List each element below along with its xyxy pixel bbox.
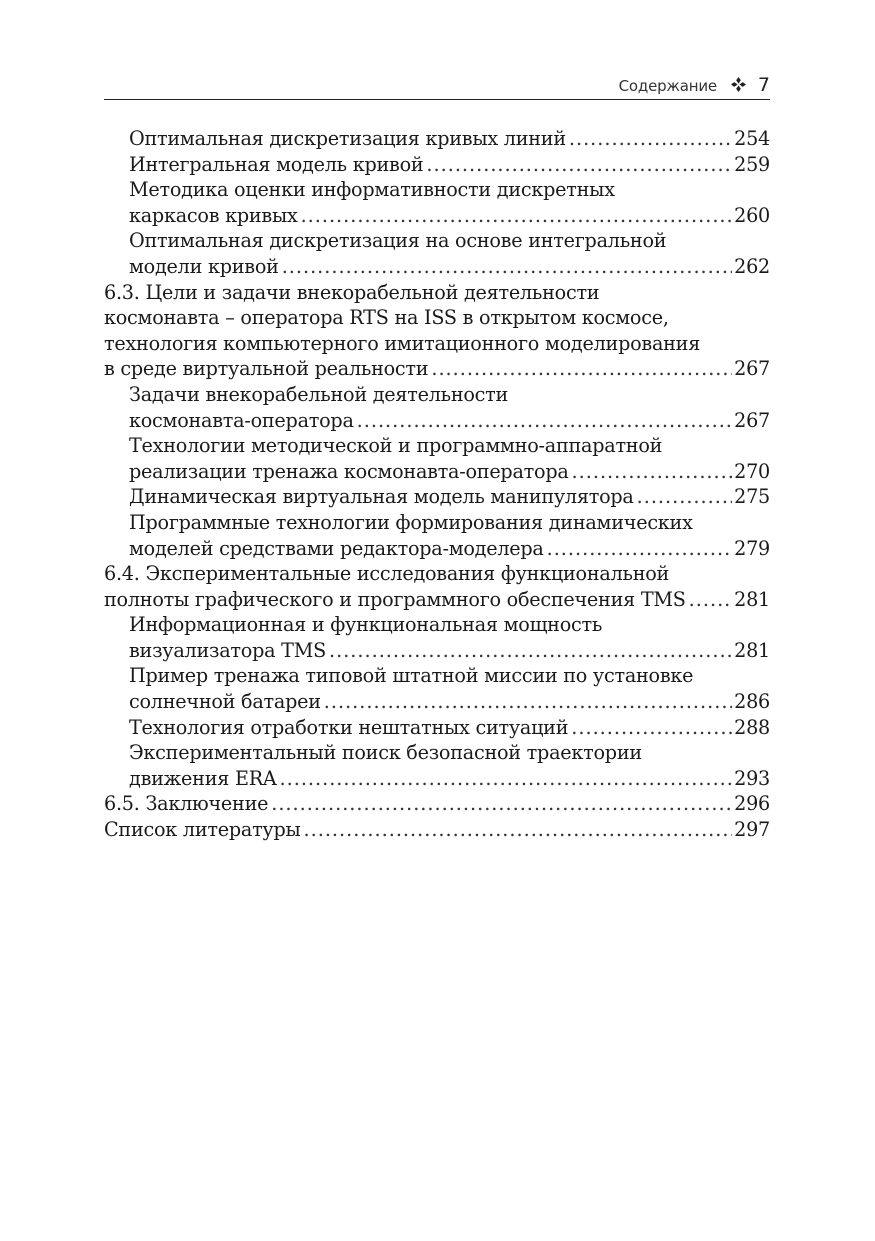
toc-page-number: 259: [734, 152, 770, 176]
toc-entry[interactable]: [104, 740, 770, 791]
toc-page-number: 293: [734, 766, 770, 790]
toc-entry-text: Оптимальная дискретизация кривых линий: [129, 127, 566, 150]
toc-entry-line: [104, 791, 770, 817]
dot-leader: [324, 689, 732, 715]
dot-leader: [329, 638, 732, 664]
four-diamond-ornament-icon: [731, 77, 746, 92]
toc-entry-text: реализации тренажа космонавта-оператора: [129, 459, 569, 483]
toc-entry[interactable]: [104, 433, 770, 484]
toc-entry[interactable]: [104, 612, 770, 663]
toc-entry-text: космонавта-оператора: [129, 408, 354, 432]
toc-entry[interactable]: [104, 280, 770, 382]
toc-entry-line: [104, 561, 770, 587]
dot-leader: [271, 791, 732, 817]
toc-entry-line: [104, 331, 770, 357]
running-header-title: Содержание: [618, 77, 717, 95]
table-of-contents: [104, 126, 770, 843]
dot-leader: [569, 126, 732, 152]
toc-entry-line: [104, 152, 770, 178]
toc-entry-line: [104, 408, 770, 434]
toc-entry-line: [104, 587, 770, 613]
toc-page-number: 260: [734, 203, 770, 227]
toc-entry-text: в среде виртуальной реальности: [104, 357, 429, 381]
toc-entry[interactable]: [104, 484, 770, 510]
toc-entry-text: Программные технологии формирования динамических: [129, 510, 693, 534]
dot-leader: [282, 254, 732, 280]
running-header: [104, 70, 770, 100]
toc-entry[interactable]: [104, 715, 770, 741]
toc-entry-text: Список литературы: [104, 818, 301, 842]
toc-entry-text: движения ERA: [129, 766, 277, 790]
toc-entry-line: [104, 382, 770, 408]
toc-entry-line: [104, 510, 770, 536]
toc-entry-line: [104, 817, 770, 843]
toc-page-number: 279: [734, 536, 770, 560]
toc-entry-text: визуализатора TMS: [129, 638, 326, 662]
toc-page-number: 296: [734, 792, 770, 816]
toc-entry-line: [104, 228, 770, 254]
toc-entry[interactable]: [104, 817, 770, 843]
toc-entry-line: [104, 433, 770, 459]
toc-entry[interactable]: [104, 152, 770, 178]
toc-entry-line: [104, 484, 770, 510]
toc-page-number: 288: [734, 715, 770, 739]
toc-page-number: 286: [734, 690, 770, 714]
toc-entry-text: Технологии методической и программно-аппаратной: [129, 434, 663, 458]
dot-leader: [301, 203, 733, 229]
toc-entry-line: [104, 663, 770, 689]
toc-entry[interactable]: [104, 663, 770, 714]
toc-entry-line: [104, 177, 770, 203]
toc-entry-line: [104, 740, 770, 766]
dot-leader: [689, 587, 732, 613]
toc-page-number: 254: [734, 127, 770, 150]
toc-entry-line: [104, 459, 770, 485]
toc-entry[interactable]: [104, 177, 770, 228]
toc-entry-text: солнечной батареи: [129, 690, 321, 714]
toc-entry[interactable]: [104, 561, 770, 612]
toc-entry-text: Методика оценки информативности дискретных: [129, 178, 615, 202]
toc-entry[interactable]: [104, 510, 770, 561]
dot-leader: [426, 152, 732, 178]
dot-leader: [572, 459, 733, 485]
dot-leader: [547, 536, 733, 562]
toc-entry-text: каркасов кривых: [129, 203, 298, 227]
toc-page-number: 297: [734, 818, 770, 842]
dot-leader: [304, 817, 733, 843]
toc-entry-text: полноты графического и программного обеспечения TMS: [104, 587, 686, 611]
toc-entry-text: Экспериментальный поиск безопасной траектории: [129, 741, 642, 765]
toc-entry[interactable]: [104, 382, 770, 433]
toc-page-number: 281: [734, 638, 770, 662]
toc-entry-text: модели кривой: [129, 254, 279, 278]
toc-entry[interactable]: [104, 126, 770, 152]
toc-page-number: 262: [734, 254, 770, 278]
toc-entry[interactable]: [104, 228, 770, 279]
toc-entry-line: [104, 689, 770, 715]
dot-leader: [571, 715, 732, 741]
toc-entry-text: Оптимальная дискретизация на основе интегральной: [129, 229, 667, 253]
toc-entry-line: [104, 305, 770, 331]
toc-entry-text: Информационная и функциональная мощность: [129, 613, 603, 637]
toc-page-number: 275: [734, 485, 770, 509]
toc-entry-text: космонавта – оператора RTS на ISS в открытом космосе,: [104, 306, 669, 330]
toc-entry-text: 6.3. Цели и задачи внекорабельной деятельности: [104, 280, 600, 304]
toc-entry[interactable]: [104, 791, 770, 817]
toc-entry-text: 6.4. Экспериментальные исследования функциональной: [104, 562, 670, 586]
toc-entry-line: [104, 638, 770, 664]
dot-leader: [357, 408, 732, 434]
toc-entry-text: моделей средствами редактора-моделера: [129, 536, 544, 560]
toc-entry-line: [104, 126, 770, 152]
toc-entry-line: [104, 254, 770, 280]
page-number: 7: [757, 74, 770, 96]
toc-entry-text: технология компьютерного имитационного моделирования: [104, 331, 701, 355]
toc-entry-text: 6.5. Заключение: [104, 792, 269, 816]
dot-leader: [431, 356, 732, 382]
toc-entry-line: [104, 536, 770, 562]
toc-entry-line: [104, 715, 770, 741]
toc-entry-line: [104, 766, 770, 792]
toc-page-number: 281: [734, 587, 770, 611]
toc-entry-text: Пример тренажа типовой штатной миссии по установке: [129, 664, 694, 688]
toc-entry-text: Задачи внекорабельной деятельности: [129, 382, 509, 406]
toc-entry-line: [104, 612, 770, 638]
toc-entry-line: [104, 356, 770, 382]
toc-page-number: 267: [734, 357, 770, 381]
toc-entry-text: Технология отработки нештатных ситуаций: [129, 715, 569, 739]
toc-entry-text: Интегральная модель кривой: [129, 152, 424, 176]
dot-leader: [637, 484, 733, 510]
toc-page-number: 267: [734, 408, 770, 432]
toc-entry-line: [104, 280, 770, 306]
toc-entry-line: [104, 203, 770, 229]
dot-leader: [280, 766, 733, 792]
toc-page-number: 270: [734, 459, 770, 483]
toc-entry-text: Динамическая виртуальная модель манипулятора: [129, 485, 634, 509]
